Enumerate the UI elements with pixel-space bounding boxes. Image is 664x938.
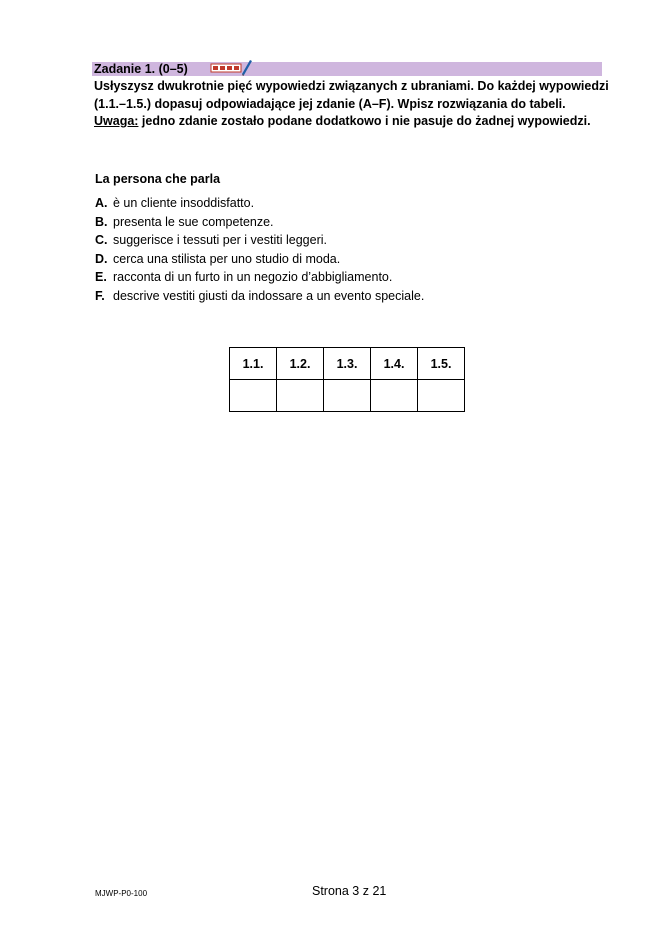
option-letter: B.	[95, 214, 108, 229]
answer-cell-1-1[interactable]	[230, 380, 277, 412]
answer-table	[229, 347, 465, 412]
options-list	[95, 194, 424, 305]
option-letter: F.	[95, 288, 105, 303]
option-a	[95, 194, 424, 213]
answer-header-1-2: 1.2.	[277, 348, 324, 380]
answer-header-1-5: 1.5.	[418, 348, 465, 380]
task-instructions	[94, 78, 609, 131]
option-c	[95, 231, 424, 250]
option-letter: E.	[95, 270, 107, 284]
answer-table-header-row	[230, 348, 465, 380]
option-text: suggerisce i tessuti per i vestiti leggeri.	[113, 233, 327, 247]
note-label: Uwaga:	[94, 114, 139, 128]
instruction-line-1: Usłyszysz dwukrotnie pięć wypowiedzi związanych z ubraniami. Do każdej wypowiedzi	[94, 79, 609, 93]
option-f	[95, 287, 424, 306]
note-text: jedno zdanie zostało podane dodatkowo i nie pasuje do żadnej wypowiedzi.	[138, 114, 591, 128]
option-text: cerca una stilista per uno studio di moda.	[113, 251, 341, 266]
option-letter: C.	[95, 233, 108, 247]
instruction-line-2: (1.1.–1.5.) dopasuj odpowiadające jej zdanie (A–F). Wpisz rozwiązania do tabeli.	[94, 96, 566, 111]
question-prompt: La persona che parla	[95, 172, 221, 186]
answer-cell-1-5[interactable]	[418, 380, 465, 412]
answer-table-input-row	[230, 380, 465, 412]
option-d	[95, 250, 424, 269]
task-title: Zadanie 1. (0–5)	[94, 62, 188, 76]
page-number: Strona 3 z 21	[312, 884, 387, 898]
exam-code: MJWP-P0-100	[95, 889, 148, 898]
answer-header-1-1: 1.1.	[230, 348, 277, 380]
option-b	[95, 213, 424, 232]
option-text: descrive vestiti giusti da indossare a un evento speciale.	[113, 288, 425, 303]
task-header	[92, 62, 602, 76]
answer-cell-1-3[interactable]	[324, 380, 371, 412]
audio-recording-icon	[210, 57, 254, 77]
option-text: racconta di un furto in un negozio d’abbigliamento.	[113, 270, 393, 284]
answer-cell-1-4[interactable]	[371, 380, 418, 412]
option-letter: A.	[95, 196, 108, 210]
answer-header-1-3: 1.3.	[324, 348, 371, 380]
option-e	[95, 268, 424, 287]
answer-header-1-4: 1.4.	[371, 348, 418, 380]
option-text: è un cliente insoddisfatto.	[113, 196, 255, 210]
option-letter: D.	[95, 251, 108, 266]
instruction-note	[94, 113, 606, 131]
answer-cell-1-2[interactable]	[277, 380, 324, 412]
option-text: presenta le sue competenze.	[113, 214, 274, 229]
